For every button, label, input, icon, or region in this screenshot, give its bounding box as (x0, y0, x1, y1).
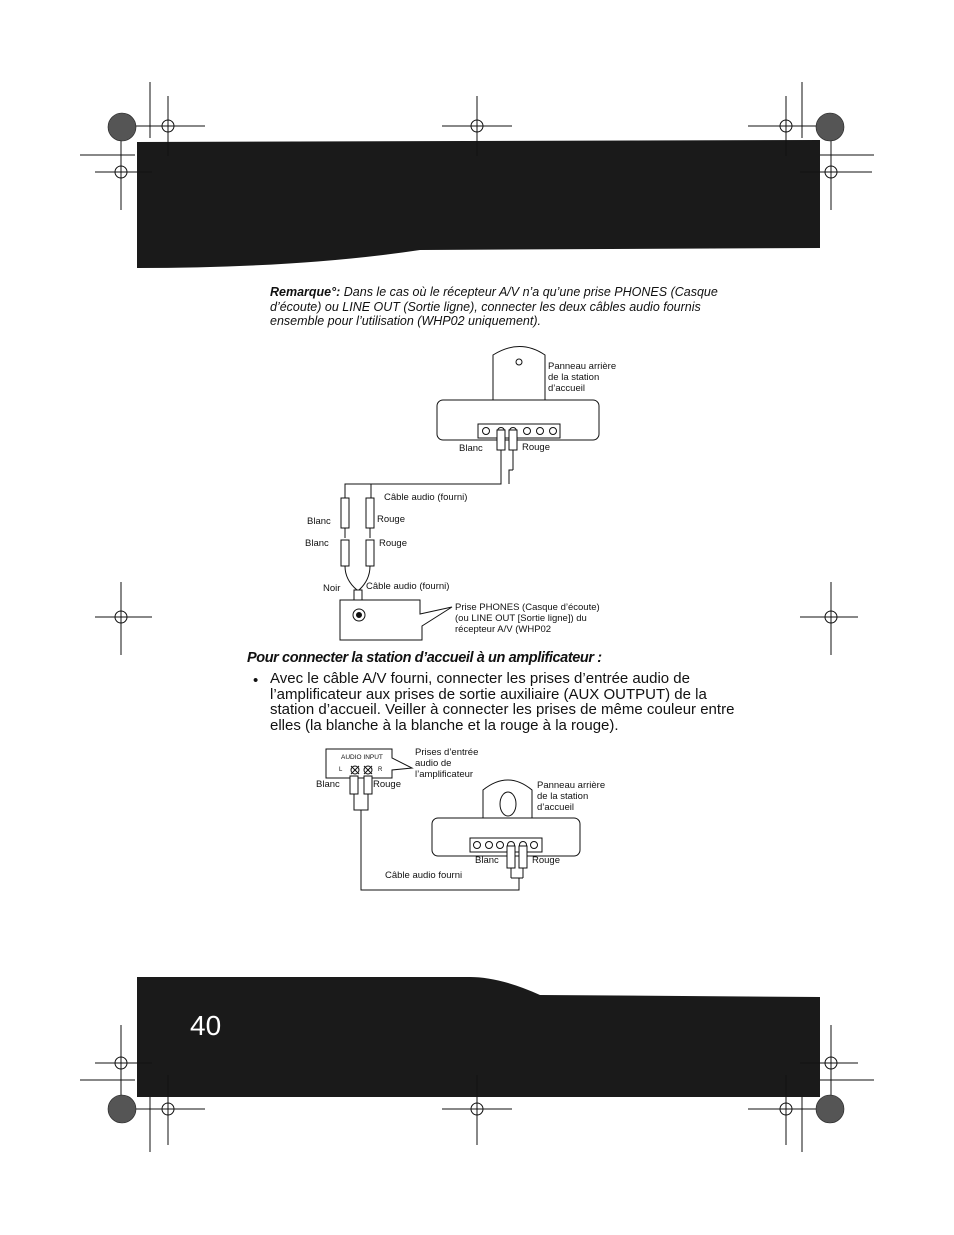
note (270, 285, 740, 329)
d1-panel-label: Panneau arrière de la station d’accueil (548, 361, 617, 394)
section-heading: Pour connecter la station d’accueil à un amplificateur : (247, 650, 602, 666)
d1-dock-rouge: Rouge (522, 442, 550, 453)
bottom-band (137, 977, 820, 1097)
d2-cable-label: Câble audio fourni (385, 870, 463, 881)
d1-rouge-1: Rouge (377, 514, 405, 525)
d1-cable1-label: Câble audio (fourni) (384, 492, 468, 503)
d1-noir: Noir (323, 583, 341, 594)
d1-phones-label: Prise PHONES (Casque d’écoute) (ou LINE OUT [Sortie ligne]) du récepteur A/V (WHP02 (455, 602, 600, 635)
bullet-text: Avec le câble A/V fourni, connecter les prises d’entrée audio de l’amplificateur aux prises de sortie auxiliaire (AUX OUTPUT) de la station d’accueil. Veiller à connecter les prises de même couleur entre elles (la blanche à la blanche et la rouge à la rouge). (270, 670, 735, 734)
d1-cable2-label: Câble audio (fourni) (366, 581, 450, 592)
crosshair-mid-left (95, 582, 152, 655)
d2-amp-label: Prises d’entrée audio de l’amplificateur (415, 747, 479, 780)
crosshair-mid-right (800, 582, 858, 655)
page-number: 40 (190, 1010, 222, 1041)
d1-dock-blanc: Blanc (459, 443, 483, 454)
d1-rouge-2: Rouge (379, 538, 407, 549)
note-label: Remarque°: (270, 285, 341, 299)
d2-amp-blanc: Blanc (316, 779, 340, 790)
d2-audio-input: AUDIO INPUT (341, 754, 383, 761)
d2-l: L (339, 767, 343, 773)
d1-blanc-2: Blanc (305, 538, 329, 549)
d2-dock-blanc: Blanc (475, 855, 499, 866)
d1-blanc-1: Blanc (307, 516, 331, 527)
d2-panel-label: Panneau arrière de la station d’accueil (537, 780, 606, 813)
d2-r: R (378, 767, 383, 773)
dock-station-1-top (493, 347, 545, 401)
note-text: Dans le cas où le récepteur A/V n’a qu’une prise PHONES (Casque d’écoute) ou LINE OUT (Sortie ligne), connecter les deux câbles audio fournis ensemble pour l’utilisation (WHP02 uniquement). (270, 285, 718, 328)
d2-dock-rouge: Rouge (532, 855, 560, 866)
top-band (137, 140, 820, 268)
bullet-icon: • (253, 672, 259, 689)
d2-amp-rouge: Rouge (373, 779, 401, 790)
